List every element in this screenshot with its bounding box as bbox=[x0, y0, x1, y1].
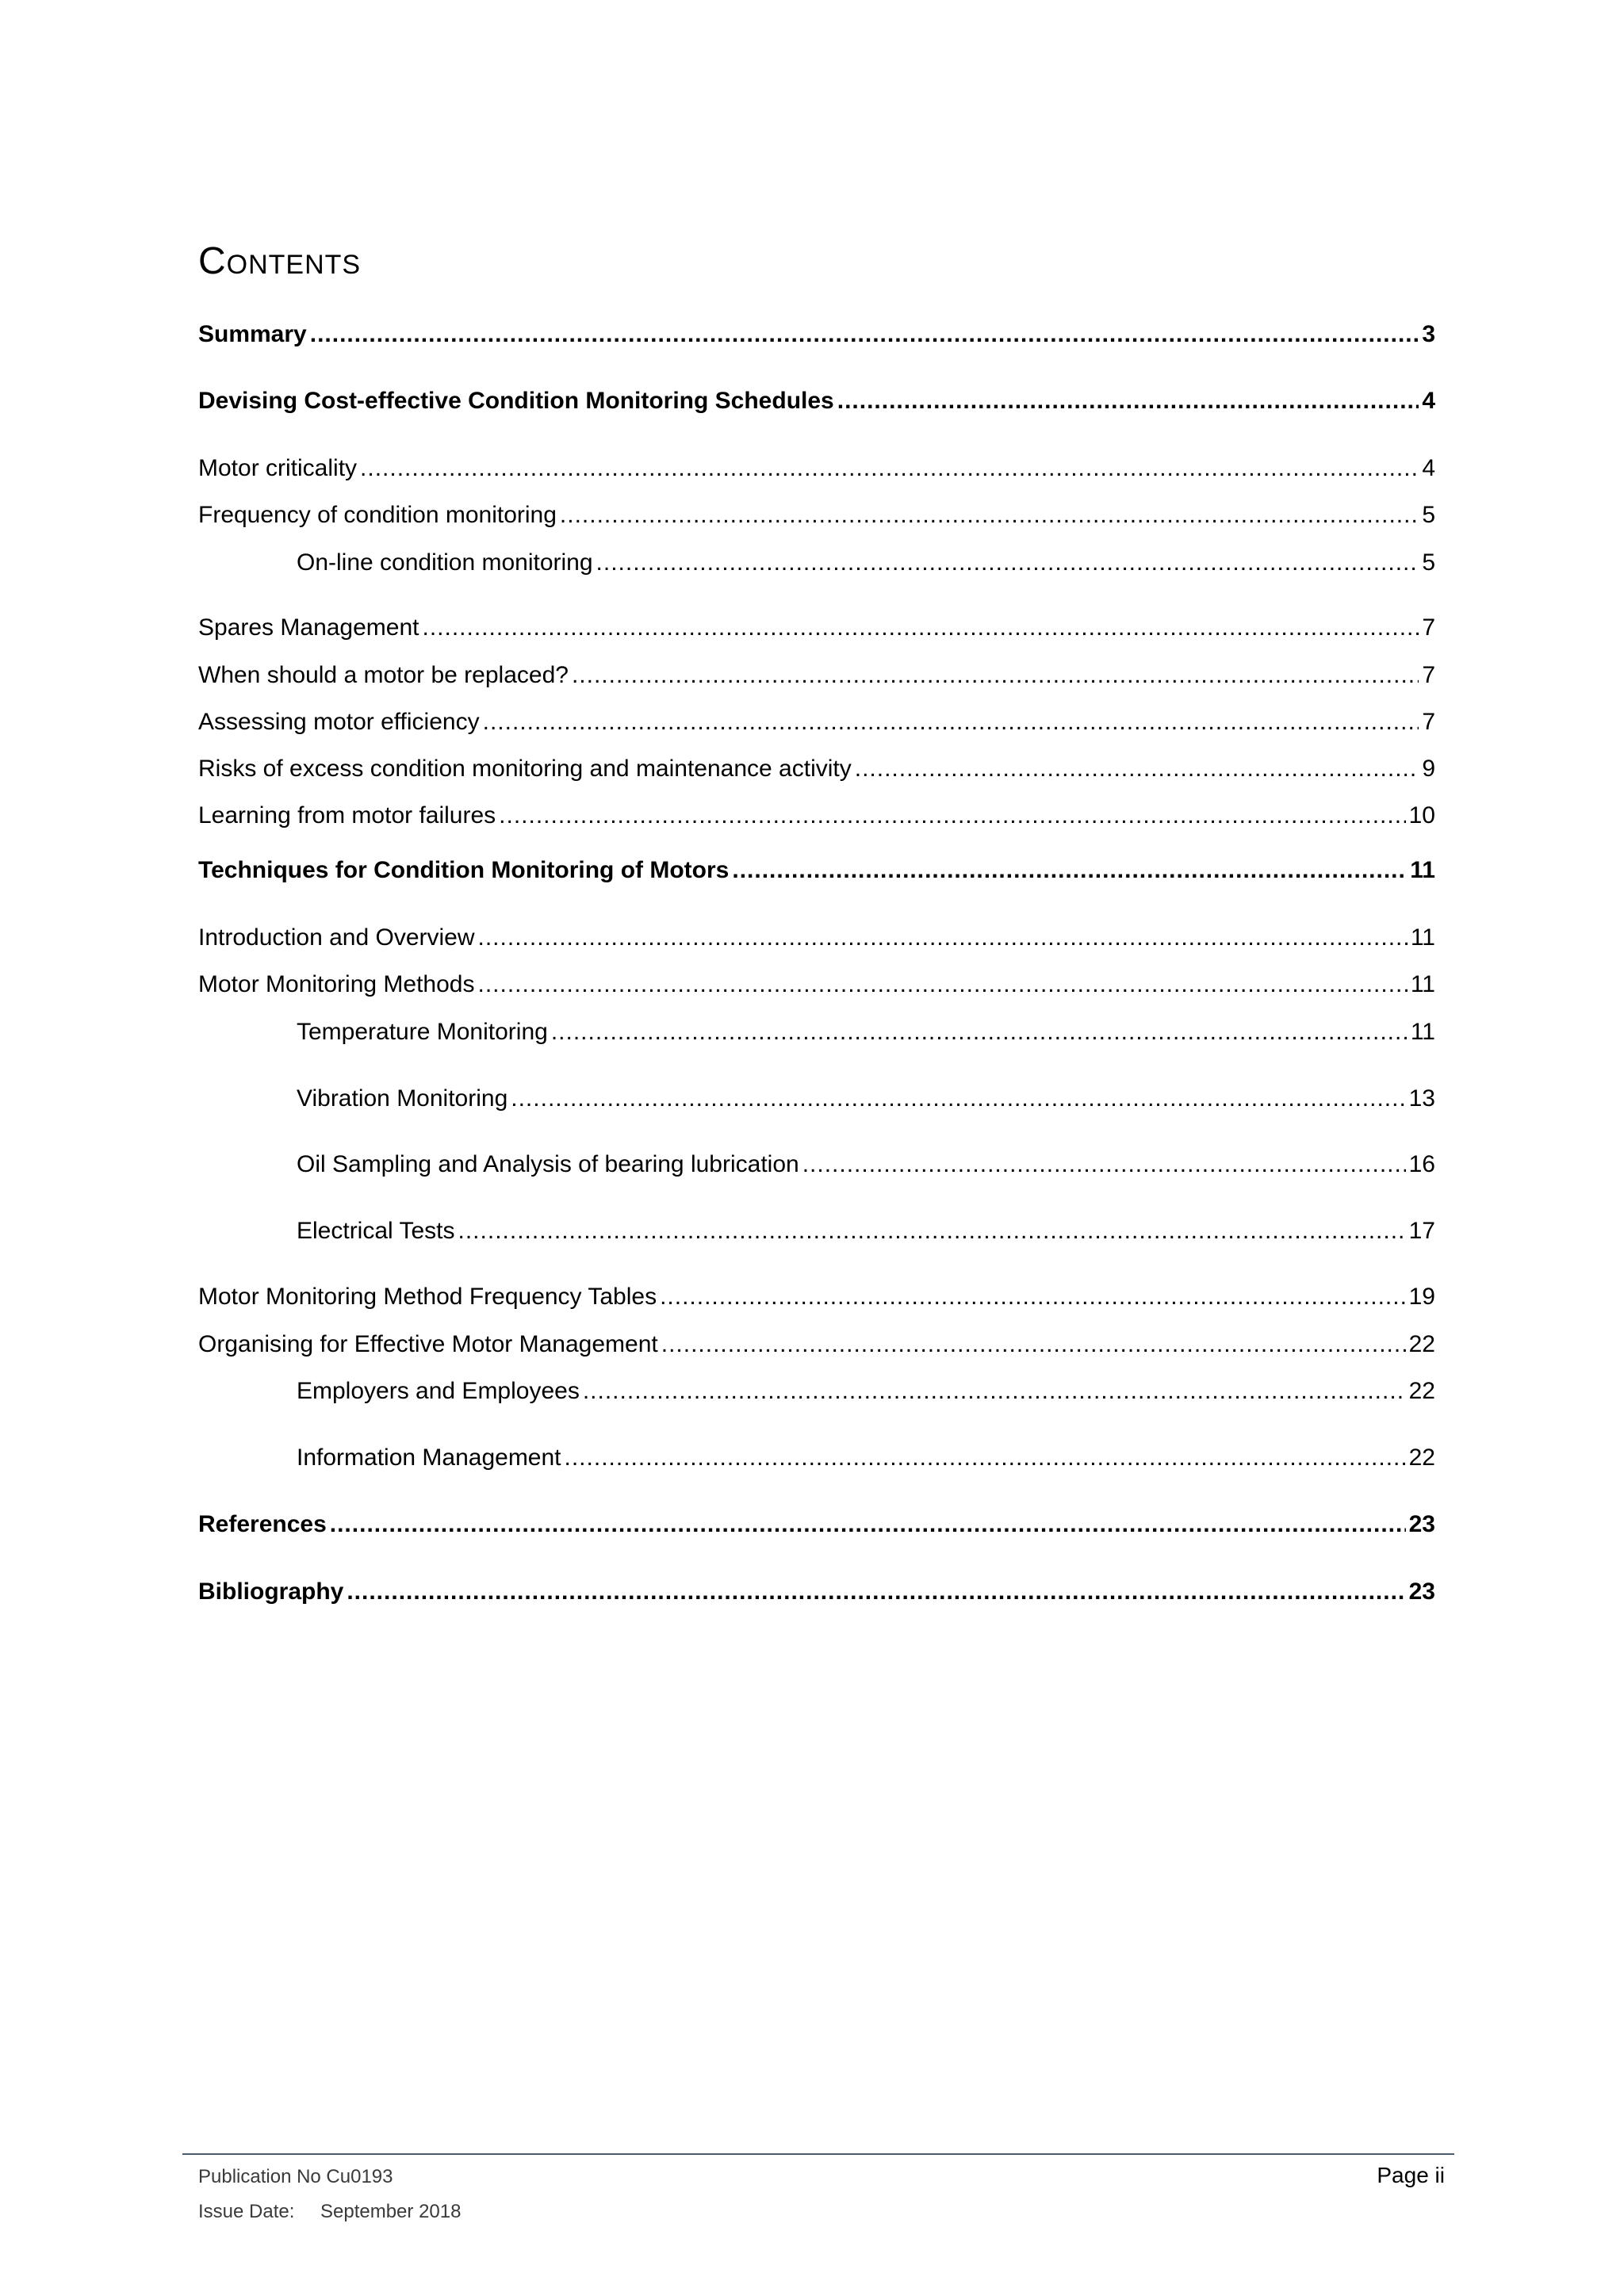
toc-entry-title: Information Management bbox=[297, 1445, 561, 1471]
toc-entry-title: Assessing motor efficiency bbox=[198, 709, 480, 735]
toc-entry-references[interactable] bbox=[198, 1507, 1435, 1542]
toc-entry-online-condition-monitoring[interactable] bbox=[297, 545, 1435, 580]
issue-date-label: Issue Date: bbox=[198, 2201, 295, 2222]
toc-entry-title: Spares Management bbox=[198, 614, 419, 641]
toc-entry-page: 13 bbox=[1408, 1085, 1435, 1112]
toc-entry-page: 11 bbox=[1410, 1019, 1435, 1045]
toc-entry-temperature-monitoring[interactable] bbox=[297, 1015, 1435, 1050]
page-title: Contents bbox=[198, 240, 362, 282]
page-number: Page ii bbox=[1377, 2163, 1445, 2187]
toc-entry-organising-motor-management[interactable] bbox=[198, 1327, 1435, 1362]
toc-entry-title: Techniques for Condition Monitoring of Motors bbox=[198, 857, 730, 883]
toc-entry-title: Oil Sampling and Analysis of bearing lubrication bbox=[297, 1151, 799, 1177]
toc-entry-page: 16 bbox=[1408, 1151, 1435, 1177]
dot-leader bbox=[802, 1147, 1406, 1182]
toc-entry-title: Introduction and Overview bbox=[198, 924, 475, 951]
toc-entry-page: 5 bbox=[1422, 549, 1435, 576]
publication-number: Publication No Cu0193 bbox=[198, 2166, 393, 2187]
toc-entry-title: Electrical Tests bbox=[297, 1218, 455, 1244]
toc-entry-motor-criticality[interactable] bbox=[198, 451, 1435, 486]
toc-entry-electrical-tests[interactable] bbox=[297, 1214, 1435, 1249]
toc-entry-risks-of-excess-monitoring[interactable] bbox=[198, 752, 1435, 786]
toc-entry-page: 17 bbox=[1408, 1218, 1435, 1244]
toc-entry-oil-sampling[interactable] bbox=[297, 1147, 1435, 1182]
dot-leader bbox=[732, 853, 1407, 888]
issue-date bbox=[198, 2198, 461, 2226]
toc-entry-page: 11 bbox=[1410, 924, 1435, 951]
dot-leader bbox=[511, 1081, 1405, 1116]
toc-entry-page: 11 bbox=[1410, 857, 1435, 883]
toc-entry-employers-and-employees[interactable] bbox=[297, 1374, 1435, 1409]
toc-entry-page: 23 bbox=[1408, 1511, 1435, 1537]
toc-entry-title: When should a motor be replaced? bbox=[198, 662, 569, 688]
dot-leader bbox=[560, 498, 1419, 533]
toc-entry-devising-schedules[interactable] bbox=[198, 384, 1435, 419]
toc-entry-title: Frequency of condition monitoring bbox=[198, 502, 557, 528]
dot-leader bbox=[660, 1280, 1406, 1314]
toc-entry-motor-replacement[interactable] bbox=[198, 658, 1435, 693]
toc-entry-information-management[interactable] bbox=[297, 1441, 1435, 1475]
toc-entry-page: 22 bbox=[1408, 1378, 1435, 1404]
toc-entry-title: Employers and Employees bbox=[297, 1378, 580, 1404]
toc-entry-frequency-tables[interactable] bbox=[198, 1280, 1435, 1314]
dot-leader bbox=[551, 1015, 1408, 1050]
toc-entry-summary[interactable] bbox=[198, 317, 1435, 352]
toc-entry-title: Risks of excess condition monitoring and maintenance activity bbox=[198, 756, 852, 782]
toc-entry-page: 10 bbox=[1408, 802, 1435, 828]
footer-divider bbox=[182, 2153, 1454, 2155]
toc-entry-page: 22 bbox=[1408, 1331, 1435, 1357]
dot-leader bbox=[347, 1575, 1405, 1609]
dot-leader bbox=[596, 545, 1419, 580]
toc-entry-page: 22 bbox=[1408, 1445, 1435, 1471]
toc-entry-page: 9 bbox=[1422, 756, 1435, 782]
toc-entry-page: 3 bbox=[1422, 321, 1435, 347]
dot-leader bbox=[661, 1327, 1406, 1362]
dot-leader bbox=[572, 658, 1419, 693]
toc-entry-title: On-line condition monitoring bbox=[297, 549, 593, 576]
dot-leader bbox=[330, 1507, 1406, 1542]
dot-leader bbox=[458, 1214, 1406, 1249]
toc-entry-title: Vibration Monitoring bbox=[297, 1085, 508, 1112]
toc-entry-techniques-for-condition-monitoring[interactable] bbox=[198, 853, 1435, 888]
toc-entry-frequency-of-condition-monitoring[interactable] bbox=[198, 498, 1435, 533]
dot-leader bbox=[310, 317, 1419, 352]
toc-entry-page: 7 bbox=[1422, 709, 1435, 735]
toc-entry-page: 4 bbox=[1422, 455, 1435, 481]
toc-entry-title: Learning from motor failures bbox=[198, 802, 496, 828]
dot-leader bbox=[483, 705, 1419, 740]
toc-entry-page: 23 bbox=[1408, 1578, 1435, 1605]
toc-entry-title: Motor Monitoring Methods bbox=[198, 971, 475, 997]
toc-entry-page: 5 bbox=[1422, 502, 1435, 528]
toc-entry-title: Devising Cost-effective Condition Monitoring Schedules bbox=[198, 388, 834, 414]
toc-entry-bibliography[interactable] bbox=[198, 1575, 1435, 1609]
toc-entry-title: Temperature Monitoring bbox=[297, 1019, 548, 1045]
toc-entry-page: 19 bbox=[1408, 1284, 1435, 1310]
toc-entry-title: Organising for Effective Motor Management bbox=[198, 1331, 658, 1357]
dot-leader bbox=[837, 384, 1419, 419]
toc-entry-title: Motor criticality bbox=[198, 455, 358, 481]
dot-leader bbox=[478, 920, 1408, 955]
toc-entry-learning-from-failures[interactable] bbox=[198, 798, 1435, 833]
toc-entry-title: Bibliography bbox=[198, 1578, 344, 1605]
toc-entry-spares-management[interactable] bbox=[198, 610, 1435, 645]
toc-entry-page: 7 bbox=[1422, 662, 1435, 688]
toc-entry-page: 11 bbox=[1410, 971, 1435, 997]
toc-entry-assessing-motor-efficiency[interactable] bbox=[198, 705, 1435, 740]
toc-entry-vibration-monitoring[interactable] bbox=[297, 1081, 1435, 1116]
dot-leader bbox=[423, 610, 1419, 645]
dot-leader bbox=[855, 752, 1419, 786]
dot-leader bbox=[583, 1374, 1406, 1409]
toc-entry-introduction-and-overview[interactable] bbox=[198, 920, 1435, 955]
toc-entry-motor-monitoring-methods[interactable] bbox=[198, 967, 1435, 1002]
toc-entry-page: 7 bbox=[1422, 614, 1435, 641]
toc-entry-page: 4 bbox=[1422, 388, 1435, 414]
dot-leader bbox=[360, 451, 1419, 486]
toc-entry-title: Motor Monitoring Method Frequency Tables bbox=[198, 1284, 657, 1310]
toc-entry-title: References bbox=[198, 1511, 327, 1537]
dot-leader bbox=[499, 798, 1405, 833]
issue-date-value: September 2018 bbox=[320, 2201, 462, 2222]
dot-leader bbox=[565, 1441, 1406, 1475]
toc-entry-title: Summary bbox=[198, 321, 307, 347]
dot-leader bbox=[478, 967, 1408, 1002]
